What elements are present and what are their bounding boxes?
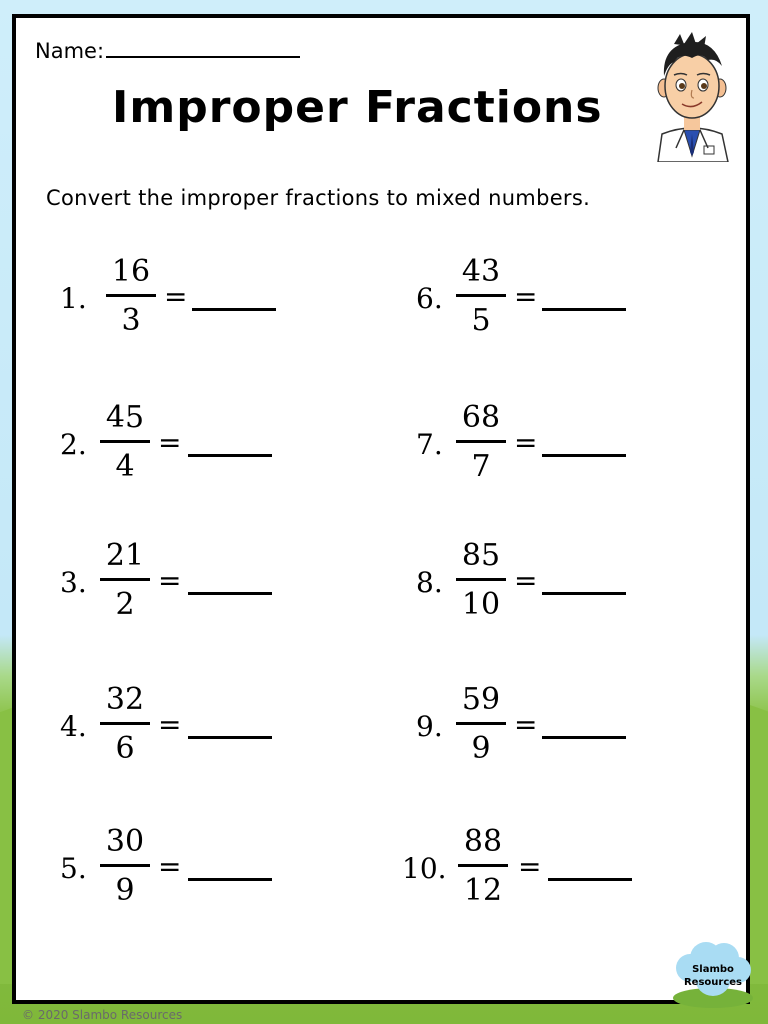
problem-3: [60, 538, 340, 638]
equals-sign: =: [518, 850, 542, 883]
numerator: 88: [463, 824, 503, 859]
numerator: 68: [461, 400, 501, 435]
problem-5: [60, 824, 340, 924]
numerator: 85: [461, 538, 501, 573]
name-blank-line[interactable]: [106, 36, 300, 58]
fraction: [100, 682, 150, 767]
problem-6: [416, 254, 696, 354]
problem-number: 7.: [416, 428, 443, 461]
equals-sign: =: [514, 708, 538, 741]
answer-blank[interactable]: [548, 878, 632, 881]
numerator: 16: [111, 254, 151, 289]
problem-number: 10.: [402, 852, 447, 885]
denominator: 7: [471, 449, 491, 484]
copyright-footer: © 2020 Slambo Resources: [22, 1008, 183, 1022]
answer-blank[interactable]: [188, 454, 272, 457]
name-label: Name:: [35, 39, 105, 63]
denominator: 6: [115, 731, 135, 766]
answer-blank[interactable]: [542, 736, 626, 739]
problem-1: [60, 254, 340, 354]
logo-line-2: Resources: [683, 977, 743, 988]
fraction-bar: [100, 440, 150, 443]
slambo-resources-logo-icon: [670, 930, 756, 1010]
problem-number: 4.: [60, 710, 87, 743]
fraction-bar: [458, 864, 508, 867]
denominator: 10: [461, 587, 501, 622]
numerator: 30: [105, 824, 145, 859]
logo-line-1: Slambo: [692, 964, 734, 975]
fraction-bar: [456, 578, 506, 581]
fraction: [456, 400, 506, 485]
denominator: 2: [115, 587, 135, 622]
fraction-bar: [456, 722, 506, 725]
problem-number: 3.: [60, 566, 87, 599]
fraction-bar: [100, 578, 150, 581]
problem-2: [60, 400, 340, 500]
problem-10: [402, 824, 682, 924]
answer-blank[interactable]: [542, 592, 626, 595]
equals-sign: =: [514, 426, 538, 459]
problem-number: 1.: [60, 282, 87, 315]
numerator: 45: [105, 400, 145, 435]
problem-number: 6.: [416, 282, 443, 315]
denominator: 9: [471, 731, 491, 766]
worksheet-page: [12, 14, 750, 1004]
denominator: 3: [121, 303, 141, 338]
fraction: [106, 254, 156, 339]
denominator: 9: [115, 873, 135, 908]
problem-4: [60, 682, 340, 782]
instructions: Convert the improper fractions to mixed numbers.: [46, 186, 591, 210]
fraction: [456, 254, 506, 339]
denominator: 4: [115, 449, 135, 484]
problem-8: [416, 538, 696, 638]
fraction-bar: [106, 294, 156, 297]
problem-number: 2.: [60, 428, 87, 461]
fraction-bar: [100, 864, 150, 867]
name-field[interactable]: [35, 36, 300, 63]
answer-blank[interactable]: [188, 736, 272, 739]
fraction: [100, 400, 150, 485]
fraction-bar: [100, 722, 150, 725]
numerator: 21: [105, 538, 145, 573]
fraction-bar: [456, 440, 506, 443]
equals-sign: =: [164, 280, 188, 313]
scientist-mascot-icon: [644, 30, 740, 162]
equals-sign: =: [158, 564, 182, 597]
fraction: [456, 682, 506, 767]
numerator: 43: [461, 254, 501, 289]
numerator: 32: [105, 682, 145, 717]
equals-sign: =: [514, 280, 538, 313]
denominator: 5: [471, 303, 491, 338]
answer-blank[interactable]: [542, 454, 626, 457]
problem-number: 9.: [416, 710, 443, 743]
fraction: [458, 824, 508, 909]
answer-blank[interactable]: [192, 308, 276, 311]
answer-blank[interactable]: [188, 878, 272, 881]
page-title: Improper Fractions: [112, 82, 603, 133]
numerator: 59: [461, 682, 501, 717]
problem-number: 8.: [416, 566, 443, 599]
answer-blank[interactable]: [542, 308, 626, 311]
problem-7: [416, 400, 696, 500]
equals-sign: =: [158, 426, 182, 459]
equals-sign: =: [158, 708, 182, 741]
fraction: [100, 824, 150, 909]
equals-sign: =: [514, 564, 538, 597]
problem-number: 5.: [60, 852, 87, 885]
denominator: 12: [463, 873, 503, 908]
fraction: [100, 538, 150, 623]
fraction-bar: [456, 294, 506, 297]
answer-blank[interactable]: [188, 592, 272, 595]
problem-9: [416, 682, 696, 782]
fraction: [456, 538, 506, 623]
equals-sign: =: [158, 850, 182, 883]
